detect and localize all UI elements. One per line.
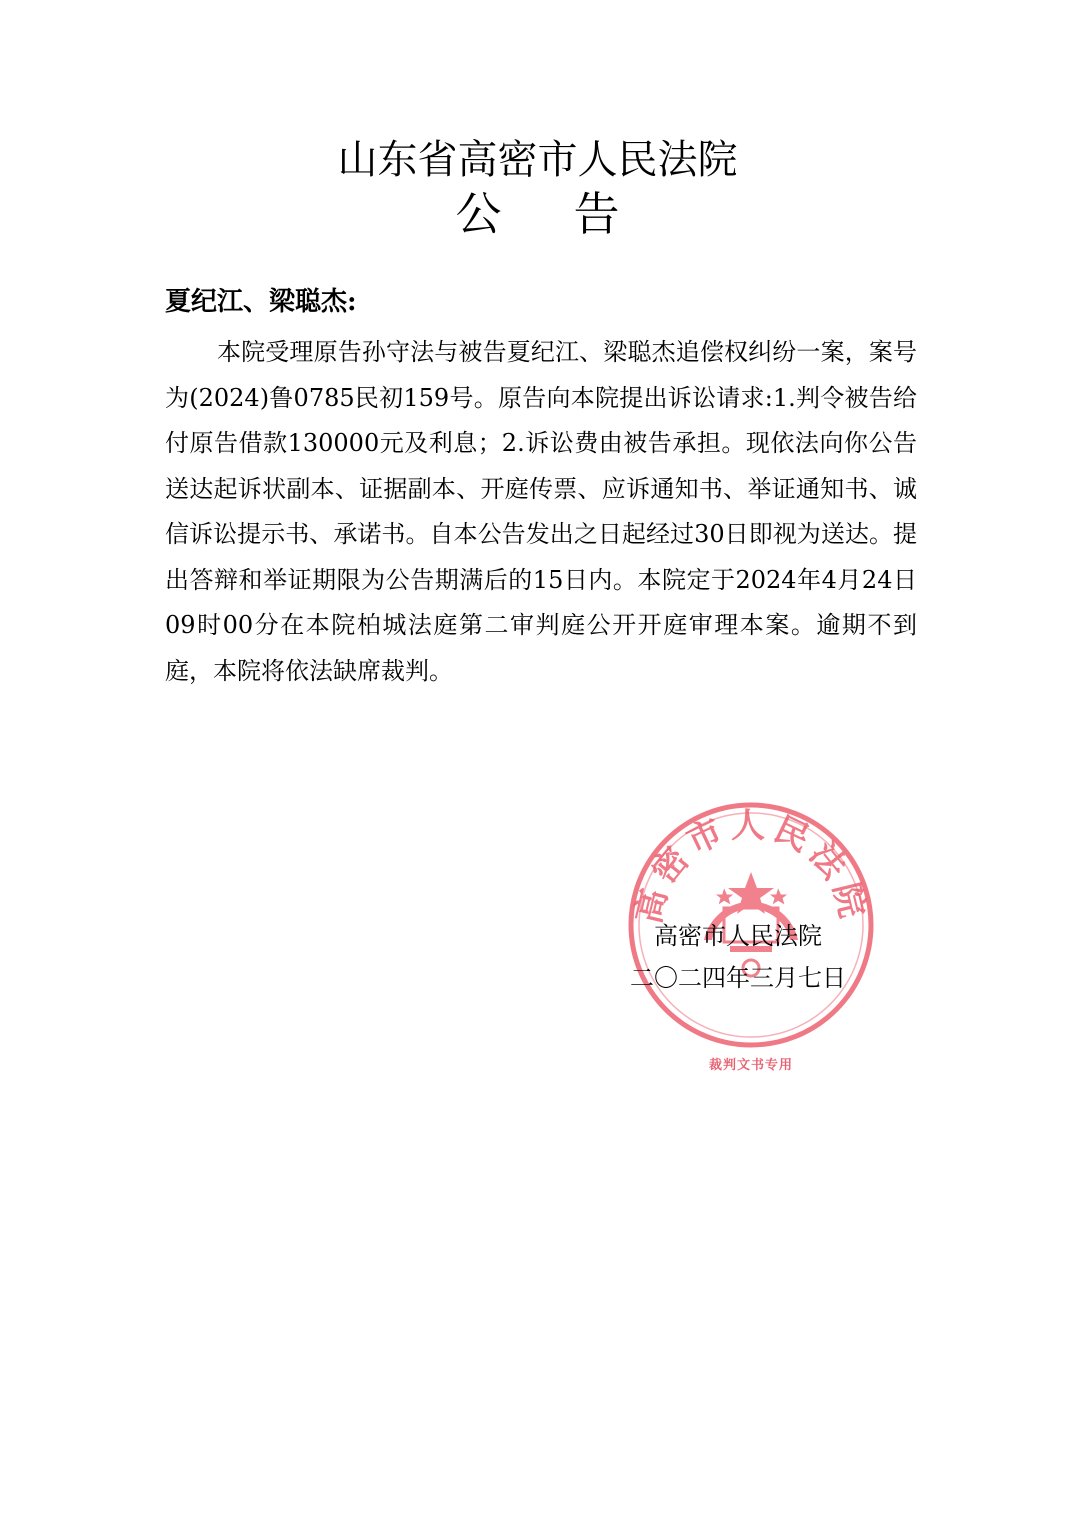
addressee: 夏纪江、梁聪杰: [165,287,357,317]
court-title: 山东省高密市人民法院 [337,137,738,183]
seal-text: 高密市人民法院 [628,805,874,928]
notice-title: 公告 [455,187,692,241]
notice-body: 本院受理原告孙守法与被告夏纪江、梁聪杰追偿权纠纷一案，案号为(2024)鲁0785民初159号。原告向本院提出诉讼请求:1.判令被告给付原告借款130000元及利息；2.诉讼费由被告承担。现依法向你公告送达起诉状副本、证据副本、开庭传票、应诉通知书、举证通知书、诚信诉讼提示书、承诺书。自本公告发出之日起经过30日即视为送达。提出答辩和举证期限为公告期满后的15日内。本院定于2024年4月24日09时00分在本院柏城法庭第二审判庭公开开庭审理本案。逾期不到庭，本院将依法缺席裁判。 [165,338,917,685]
seal-caption: 裁判文书专用 [708,1058,793,1073]
signature-court-name: 高密市人民法院 [654,922,822,950]
signature-date: 二〇二四年三月七日 [630,964,846,992]
